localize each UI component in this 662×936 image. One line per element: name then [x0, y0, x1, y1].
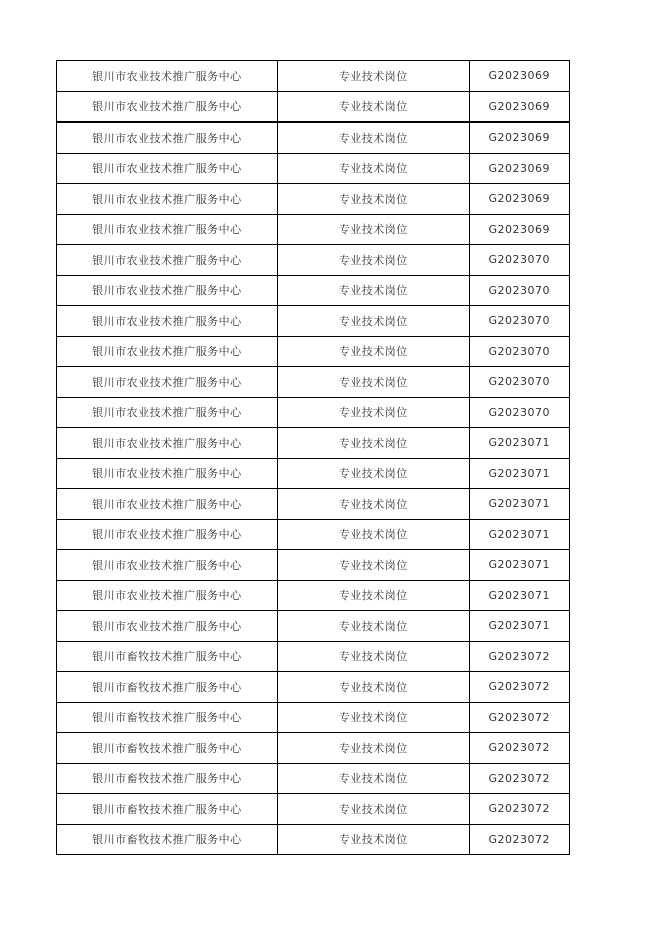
position-type-cell: 专业技术岗位 — [277, 306, 469, 337]
position-code-cell: G2023069 — [469, 153, 569, 184]
org-cell: 银川市农业技术推广服务中心 — [57, 275, 278, 306]
table-row — [57, 336, 570, 367]
position-code-cell: G2023071 — [469, 611, 569, 642]
position-type-cell: 专业技术岗位 — [277, 794, 469, 825]
position-code-cell: G2023072 — [469, 824, 569, 855]
org-cell: 银川市农业技术推广服务中心 — [57, 245, 278, 276]
org-cell: 银川市农业技术推广服务中心 — [57, 550, 278, 581]
position-type-cell: 专业技术岗位 — [277, 428, 469, 459]
position-code-cell: G2023071 — [469, 580, 569, 611]
position-type-cell: 专业技术岗位 — [277, 214, 469, 245]
org-cell: 银川市农业技术推广服务中心 — [57, 91, 278, 122]
table-row — [57, 702, 570, 733]
org-cell: 银川市农业技术推广服务中心 — [57, 397, 278, 428]
table-row — [57, 550, 570, 581]
position-type-cell: 专业技术岗位 — [277, 702, 469, 733]
position-code-cell: G2023070 — [469, 336, 569, 367]
table-row — [57, 153, 570, 184]
position-code-cell: G2023069 — [469, 61, 569, 92]
position-code-cell: G2023069 — [469, 214, 569, 245]
position-code-cell: G2023070 — [469, 397, 569, 428]
table-row — [57, 794, 570, 825]
table-row — [57, 91, 570, 122]
position-code-cell: G2023071 — [469, 458, 569, 489]
position-code-cell: G2023072 — [469, 672, 569, 703]
position-type-cell: 专业技术岗位 — [277, 336, 469, 367]
position-code-cell: G2023071 — [469, 489, 569, 520]
org-cell: 银川市农业技术推广服务中心 — [57, 458, 278, 489]
org-cell: 银川市畜牧技术推广服务中心 — [57, 824, 278, 855]
org-cell: 银川市畜牧技术推广服务中心 — [57, 672, 278, 703]
table-row — [57, 519, 570, 550]
position-type-cell: 专业技术岗位 — [277, 641, 469, 672]
position-code-cell: G2023070 — [469, 306, 569, 337]
table-body — [57, 61, 570, 855]
position-type-cell: 专业技术岗位 — [277, 672, 469, 703]
org-cell: 银川市畜牧技术推广服务中心 — [57, 702, 278, 733]
table-row — [57, 489, 570, 520]
position-type-cell: 专业技术岗位 — [277, 824, 469, 855]
position-type-cell: 专业技术岗位 — [277, 122, 469, 153]
table-row — [57, 672, 570, 703]
position-type-cell: 专业技术岗位 — [277, 733, 469, 764]
position-type-cell: 专业技术岗位 — [277, 61, 469, 92]
org-cell: 银川市畜牧技术推广服务中心 — [57, 733, 278, 764]
table-row — [57, 763, 570, 794]
position-code-cell: G2023071 — [469, 519, 569, 550]
table-row — [57, 122, 570, 153]
position-code-cell: G2023072 — [469, 702, 569, 733]
org-cell: 银川市农业技术推广服务中心 — [57, 428, 278, 459]
position-type-cell: 专业技术岗位 — [277, 153, 469, 184]
org-cell: 银川市农业技术推广服务中心 — [57, 306, 278, 337]
position-type-cell: 专业技术岗位 — [277, 245, 469, 276]
table-row — [57, 458, 570, 489]
position-type-cell: 专业技术岗位 — [277, 397, 469, 428]
position-type-cell: 专业技术岗位 — [277, 91, 469, 122]
position-table — [56, 60, 570, 855]
position-type-cell: 专业技术岗位 — [277, 580, 469, 611]
table-row — [57, 367, 570, 398]
position-code-cell: G2023070 — [469, 275, 569, 306]
table-row — [57, 306, 570, 337]
org-cell: 银川市畜牧技术推广服务中心 — [57, 763, 278, 794]
table-row — [57, 61, 570, 92]
table-row — [57, 245, 570, 276]
org-cell: 银川市农业技术推广服务中心 — [57, 214, 278, 245]
org-cell: 银川市畜牧技术推广服务中心 — [57, 641, 278, 672]
table-row — [57, 428, 570, 459]
org-cell: 银川市农业技术推广服务中心 — [57, 61, 278, 92]
position-code-cell: G2023072 — [469, 763, 569, 794]
table-row — [57, 275, 570, 306]
position-type-cell: 专业技术岗位 — [277, 489, 469, 520]
org-cell: 银川市畜牧技术推广服务中心 — [57, 794, 278, 825]
table-row — [57, 641, 570, 672]
org-cell: 银川市农业技术推广服务中心 — [57, 519, 278, 550]
table-row — [57, 580, 570, 611]
position-type-cell: 专业技术岗位 — [277, 275, 469, 306]
table-row — [57, 397, 570, 428]
position-type-cell: 专业技术岗位 — [277, 519, 469, 550]
org-cell: 银川市农业技术推广服务中心 — [57, 580, 278, 611]
table-row — [57, 733, 570, 764]
position-code-cell: G2023069 — [469, 91, 569, 122]
org-cell: 银川市农业技术推广服务中心 — [57, 489, 278, 520]
table-row — [57, 184, 570, 215]
table-row — [57, 611, 570, 642]
position-type-cell: 专业技术岗位 — [277, 367, 469, 398]
position-type-cell: 专业技术岗位 — [277, 458, 469, 489]
position-type-cell: 专业技术岗位 — [277, 550, 469, 581]
org-cell: 银川市农业技术推广服务中心 — [57, 184, 278, 215]
position-code-cell: G2023069 — [469, 122, 569, 153]
position-code-cell: G2023070 — [469, 367, 569, 398]
org-cell: 银川市农业技术推广服务中心 — [57, 336, 278, 367]
org-cell: 银川市农业技术推广服务中心 — [57, 367, 278, 398]
position-code-cell: G2023072 — [469, 733, 569, 764]
position-type-cell: 专业技术岗位 — [277, 184, 469, 215]
position-code-cell: G2023071 — [469, 550, 569, 581]
table-row — [57, 824, 570, 855]
position-code-cell: G2023072 — [469, 641, 569, 672]
table-row — [57, 214, 570, 245]
org-cell: 银川市农业技术推广服务中心 — [57, 153, 278, 184]
org-cell: 银川市农业技术推广服务中心 — [57, 611, 278, 642]
position-type-cell: 专业技术岗位 — [277, 763, 469, 794]
position-code-cell: G2023069 — [469, 184, 569, 215]
position-type-cell: 专业技术岗位 — [277, 611, 469, 642]
position-code-cell: G2023070 — [469, 245, 569, 276]
org-cell: 银川市农业技术推广服务中心 — [57, 122, 278, 153]
position-code-cell: G2023072 — [469, 794, 569, 825]
position-code-cell: G2023071 — [469, 428, 569, 459]
